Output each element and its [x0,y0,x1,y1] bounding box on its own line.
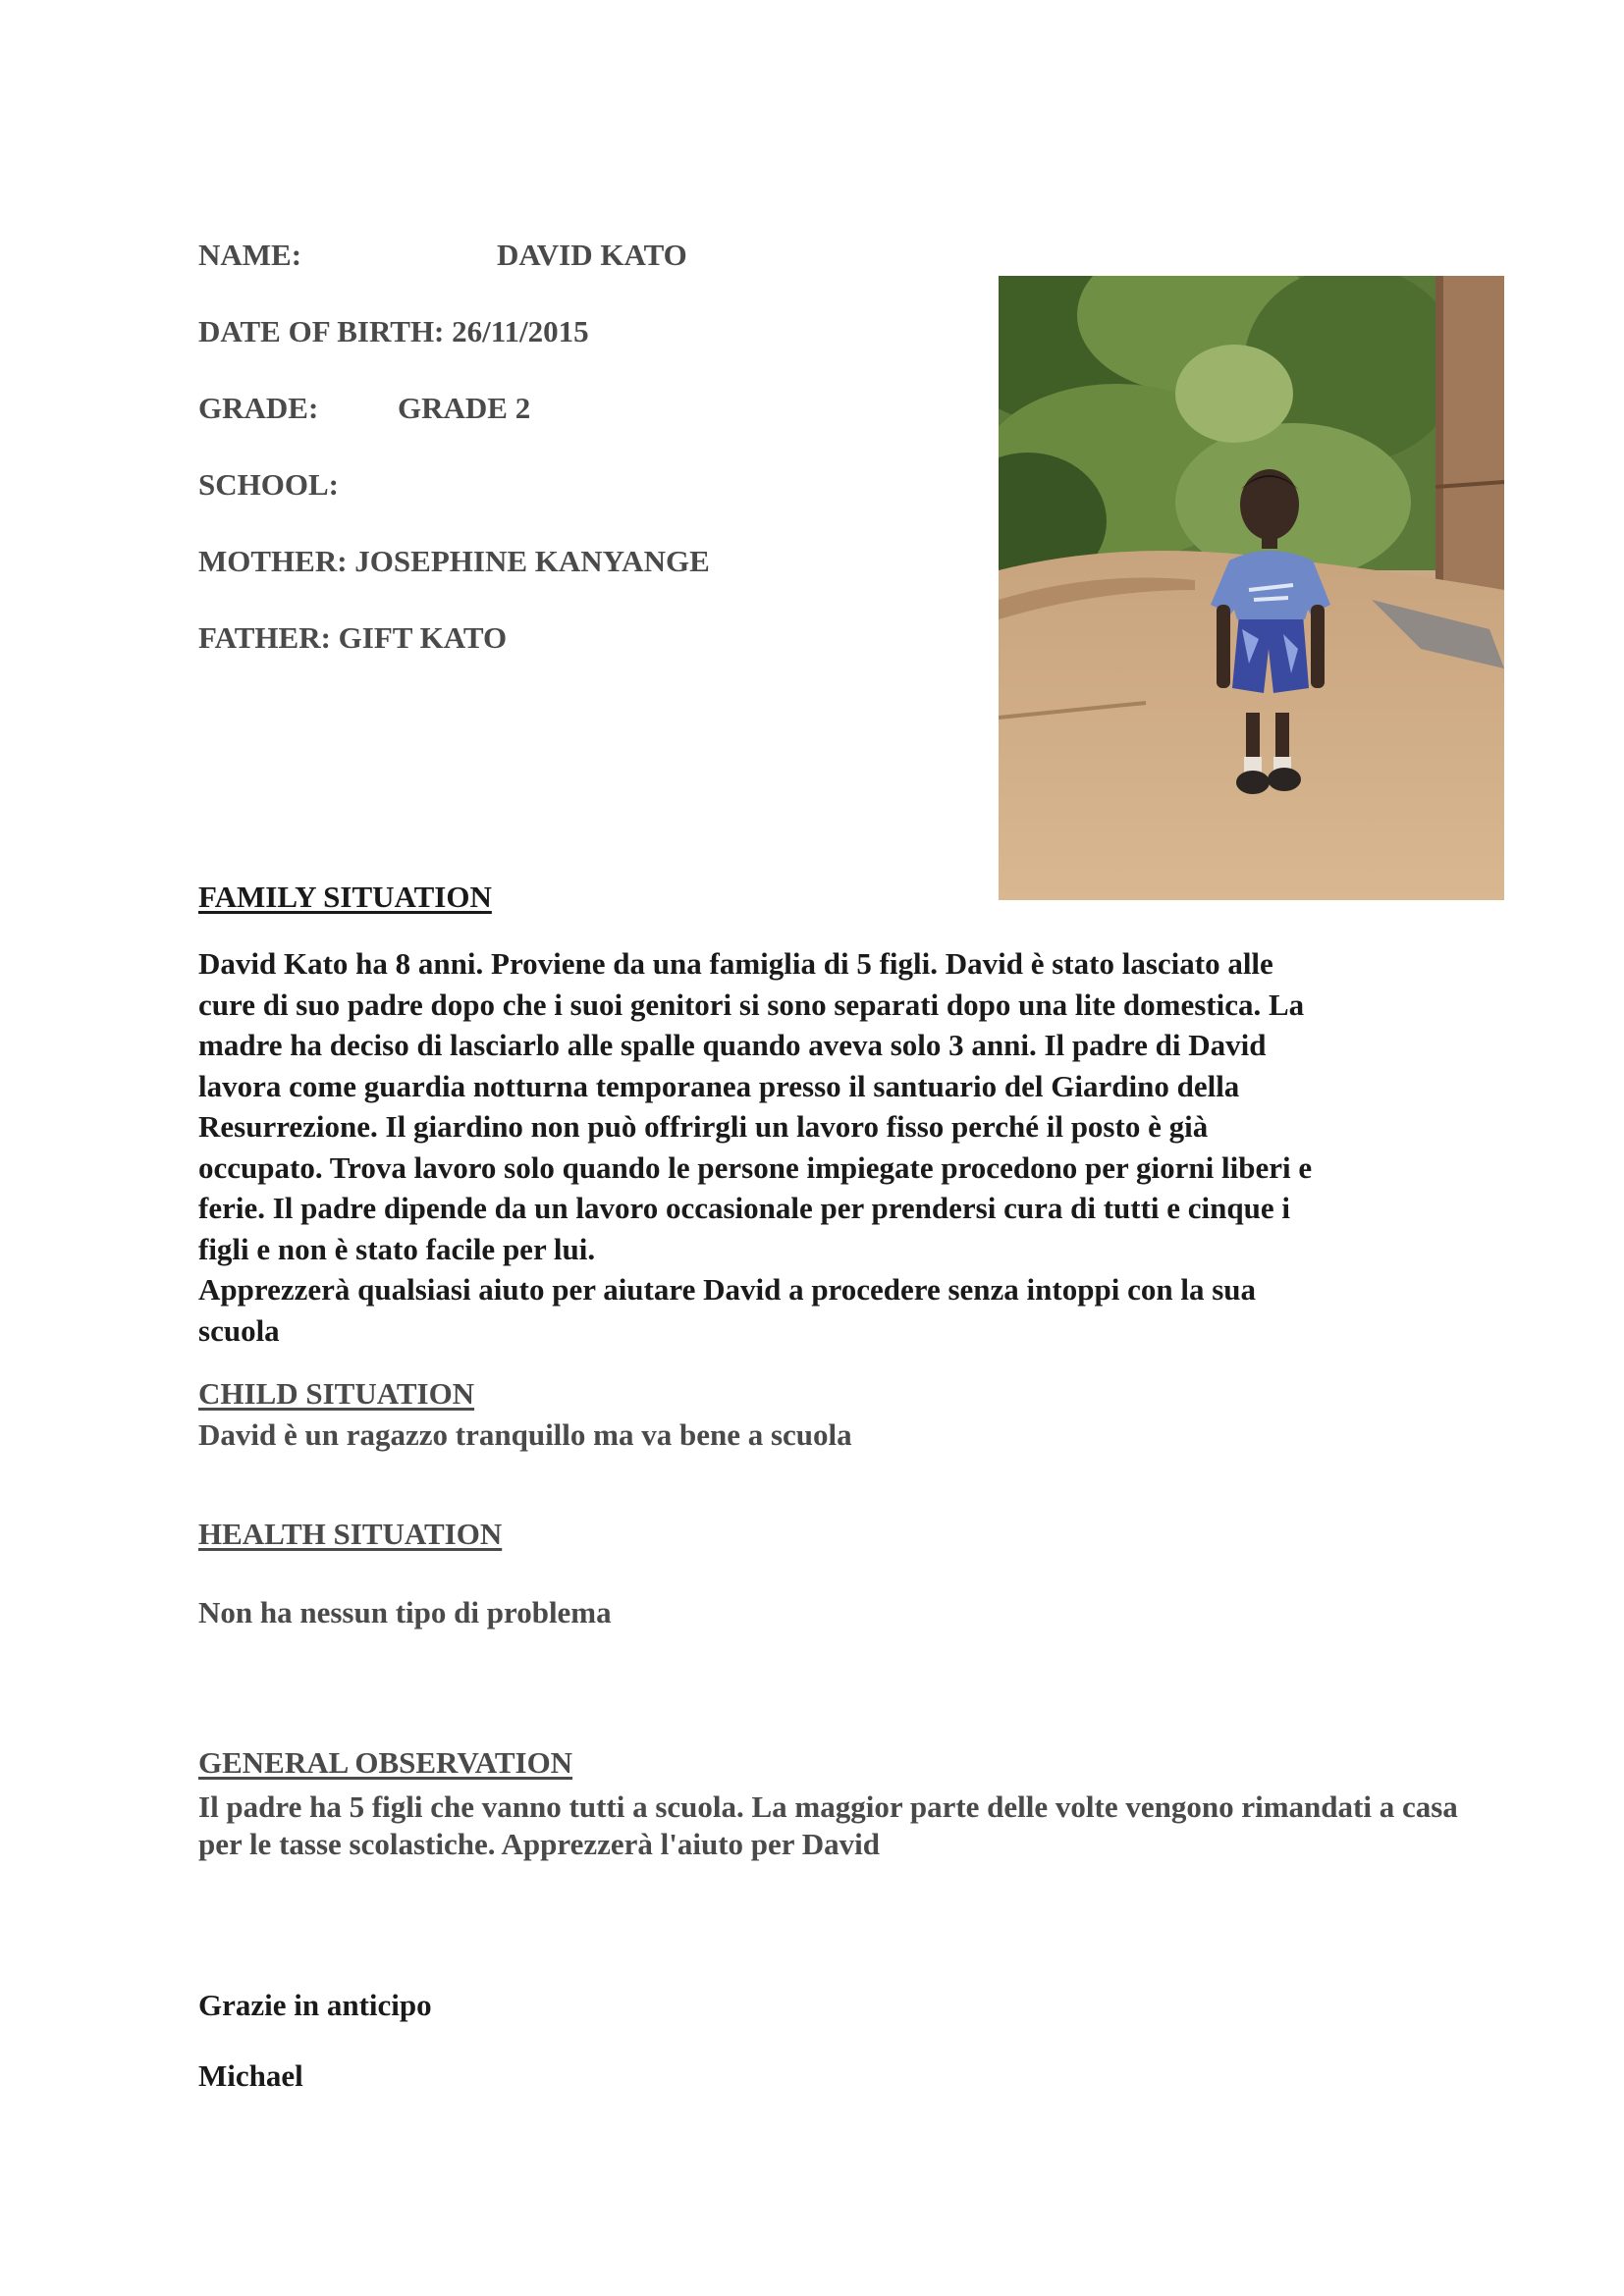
family-line: occupato. Trova lavoro solo quando le persone impiegate procedono per giorni liberi e [198,1149,1313,1185]
closing-thanks: Grazie in anticipo [198,1988,432,2022]
grade-value: GRADE 2 [398,391,531,425]
family-line: figli e non è stato facile per lui. [198,1231,596,1266]
mother-name: MOTHER: JOSEPHINE KANYANGE [198,544,710,578]
school-label: SCHOOL: [198,467,339,502]
general-line: Il padre ha 5 figli che vanno tutti a scuola. La maggior parte delle volte vengono rimandati a casa [198,1789,1458,1824]
family-line: Apprezzerà qualsiasi aiuto per aiutare David a procedere senza intoppi con la sua [198,1272,1256,1307]
general-observation-text [198,1789,1458,1863]
grade-label: GRADE: [198,391,319,425]
general-line: per le tasse scolastiche. Apprezzerà l'aiuto per David [198,1827,880,1861]
child-situation-text: David è un ragazzo tranquillo ma va bene a scuola [198,1417,852,1452]
family-line: cure di suo padre dopo che i suoi genitori si sono separati dopo una lite domestica. La [198,987,1305,1022]
date-of-birth: DATE OF BIRTH: 26/11/2015 [198,314,589,348]
family-line: David Kato ha 8 anni. Proviene da una famiglia di 5 figli. David è stato lasciato alle [198,946,1273,981]
child-photo [999,276,1504,900]
family-situation-text [198,943,1312,1351]
general-observation-heading: GENERAL OBSERVATION [198,1745,573,1780]
family-line: ferie. Il padre dipende da un lavoro occasionale per prendersi cura di tutti e cinque i [198,1191,1291,1225]
family-line: madre ha deciso di lasciarlo alle spalle quando aveva solo 3 anni. Il padre di David [198,1028,1267,1062]
family-situation-heading: FAMILY SITUATION [198,880,492,914]
name-value: DAVID KATO [497,238,687,272]
father-name: FATHER: GIFT KATO [198,620,508,655]
signature: Michael [198,2058,303,2093]
health-situation-heading: HEALTH SITUATION [198,1517,503,1551]
family-line: Resurrezione. Il giardino non può offrirgli un lavoro fisso perché il posto è già [198,1109,1209,1144]
family-line: scuola [198,1312,280,1348]
child-situation-heading: CHILD SITUATION [198,1376,475,1411]
health-situation-text: Non ha nessun tipo di problema [198,1595,612,1629]
family-line: lavora come guardia notturna temporanea presso il santuario del Giardino della [198,1068,1240,1103]
name-label: NAME: [198,238,302,272]
